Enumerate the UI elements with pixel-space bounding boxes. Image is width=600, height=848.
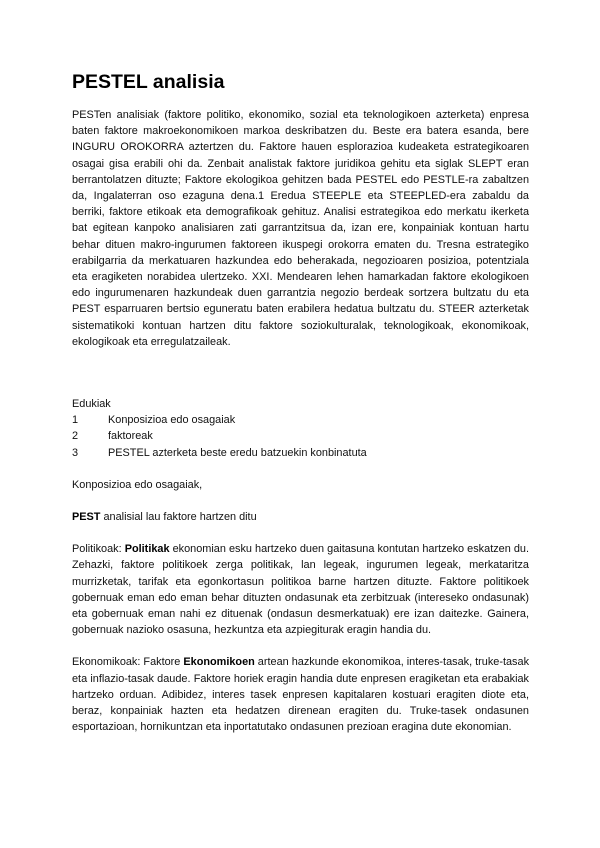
ekonomikoak-prefix: Ekonomikoak: Faktore [72,656,184,669]
toc-number: 1 [72,414,79,427]
section-heading: Konposizioa edo osagaiak, [72,478,203,491]
ekonomikoak-paragraph [72,654,529,735]
toc-label: PESTEL azterketa beste eredu batzuekin konbinatuta [108,446,367,459]
politikoak-paragraph [72,541,529,638]
politikoak-prefix: Politikoak: [72,543,125,556]
politikoak-bold: Politikak [124,543,170,556]
ekonomikoak-text: artean hazkunde ekonomikoa, interes-tasak, truke-tasak eta inflazio-tasak daude. Faktore horiek eragin handia dute enpresen eragiketan eta erabakiak hartzeko orduan. Adibidez, interes tasek enpresen kapitalaren kostuari eragiten diote eta, beraz, konpainiak hazten eta hedatzen direnean eragiten du. Truke-tasek ondasunen esportazioan, hornikuntzan eta inportatutako ondasunen prezioan eragina dute ekonomian. [72,656,530,734]
ekonomikoak-bold: Ekonomikoen [183,656,255,669]
pest-bold: PEST [72,511,101,524]
toc-number: 2 [72,430,79,443]
toc-item[interactable] [72,412,529,428]
toc-title: Edukiak [72,398,111,411]
page-title: PESTEL analisia [72,71,225,93]
toc-item[interactable] [72,428,529,444]
intro-paragraph: PESTen analisiak (faktore politiko, ekonomiko, sozial eta teknologikoen azterketa) enpresa baten faktore makroekonomikoen markoa deskribatzen du. Beste era batera esanda, bere INGURU OROKORRA aztertzen du. Faktore hauen esplorazioa kudeaketa estrategikoaren osagai gisa erabili ohi da. Zenbait analistak faktore juridikoa gehitu eta siglak SLEPT eran berrantolatzen dituzte; Faktore ekologikoa gehitzen bada PESTEL edo PESTLE-ra zabaltzen da, Ingalaterran oso ezaguna dena.1 Eredua STEEPLE eta STEEPLED-era zabaldu da berriki, faktore etikoak eta demografikoak gehituz. Analisi estrategikoa edo merkatu ikerketa bat egitean kanpoko analisiaren zati garrantzitsua da, izan ere, konpainiak kontuan hartu behar dituen makro-ingurumen faktoreen ikuspegi orokorra ematen du. Tresna estrategiko erabilgarria da merkatuaren hazkundea edo beherakada, negozioaren posizioa, potentziala eta eragiketen norabidea ulertzeko. XXI. Mendearen lehen hamarkadan faktore ekologikoen edo ingurumenaren hazkundeak duen garrantzia negozio berdeak sortzera bultzatu du eta PEST esparruaren bertsio eguneratu baten erabilera hedatua bultzatu du. STEER azterketak sistematikoki kontuan hartzen ditu faktore soziokulturalak, teknologikoak, ekonomikoak, ekologikoak eta erregulatzaileak. [72,109,529,348]
toc-label: faktoreak [108,430,153,443]
toc-label: Konposizioa edo osagaiak [108,414,236,427]
pest-line [72,509,529,525]
politikoak-text: ekonomian esku hartzeko duen gaitasuna kontutan hartzeko eskatzen du. Zehazki, faktore politikoek zerga politikak, lan legeak, ingurumen legeak, merkataritza murrizketak, tarifak eta egonkortasun politikoa barne hartzen dituzte. Faktore politikoek gobernuak eman edo eman behar dituzten ondasunak eta zerbitzuak (intereseko ondasunak) eta gobernuak eman nahi ez dituenak (ondasun desmerkatuak) ere izan daitezke. Gainera, gobernuak nazioko osasuna, hezkuntza eta azpiegiturak eragin handia du. [72,543,529,637]
toc-number: 3 [72,446,79,459]
pest-rest: analisial lau faktore hartzen ditu [100,511,257,524]
toc-item[interactable] [72,445,529,461]
document-page [72,70,529,736]
